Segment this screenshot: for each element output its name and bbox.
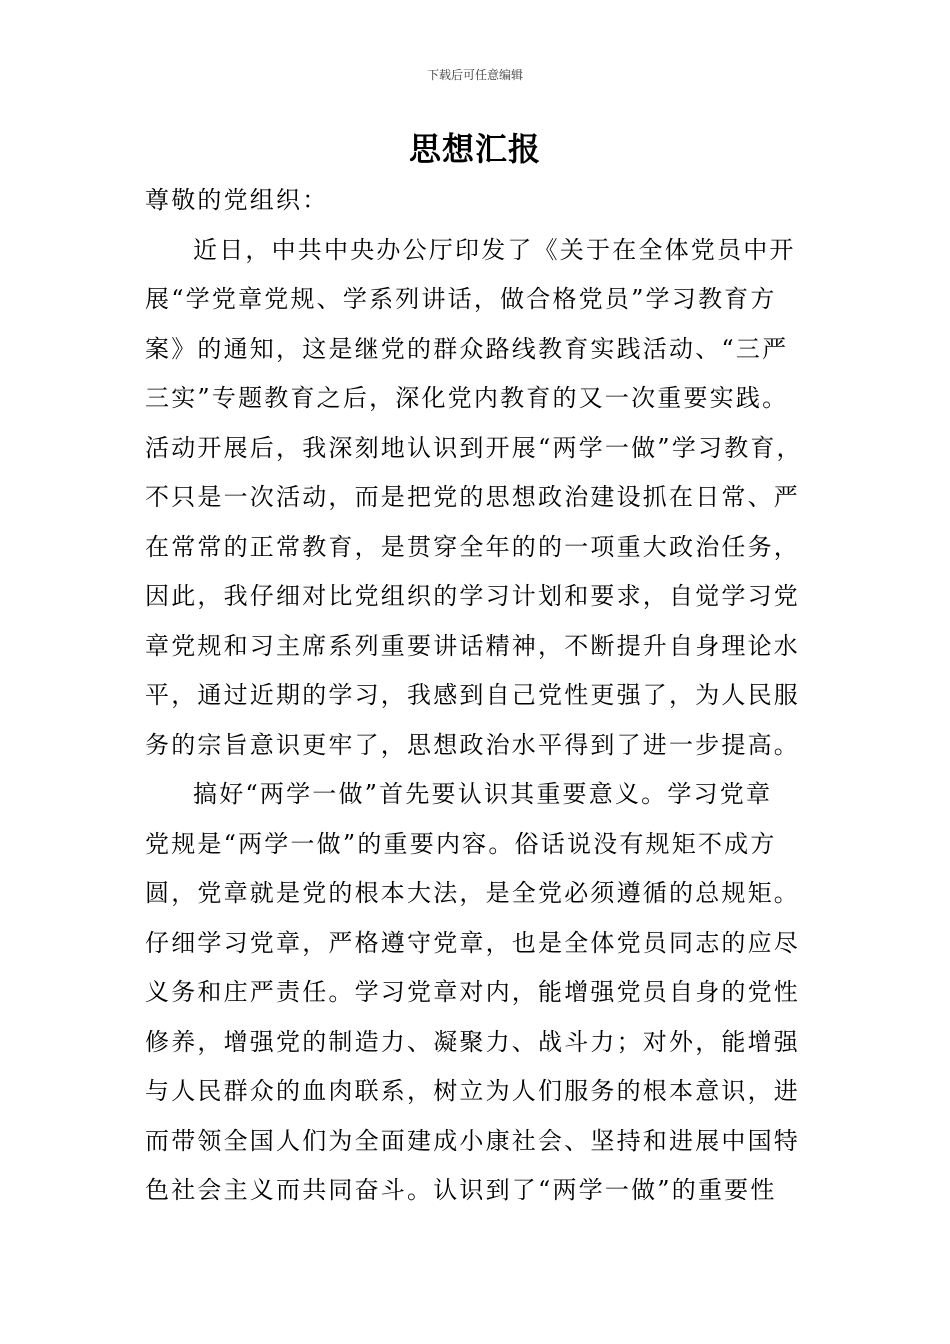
document-title: 思想汇报: [408, 130, 541, 168]
text-line: 圆，党章就是党的根本大法，是全党必须遵循的总规矩。: [145, 879, 800, 907]
text-line: 在常常的正常教育，是贯穿全年的的一项重大政治任务，: [145, 532, 800, 561]
text-line: 案》的通知，这是继党的群众路线教育实践活动、“三严: [145, 334, 789, 363]
document-body: [145, 180, 815, 1220]
text-line: 三实”专题教育之后，深化党内教育的又一次重要实践。: [145, 384, 789, 412]
text-line: 因此，我仔细对比党组织的学习计划和要求，自觉学习党: [145, 582, 800, 610]
text-line: 尊敬的党组织：: [145, 186, 329, 214]
text-line: 义务和庄严责任。学习党章对内，能增强党员自身的党性: [145, 978, 800, 1006]
text-line: 色社会主义而共同奋斗。认识到了“两学一做”的重要性: [145, 1176, 777, 1204]
text-line: 务的宗旨意识更牢了，思想政治水平得到了进一步提高。: [145, 730, 800, 759]
text-line: 展“学党章党规、学系列讲话，做合格党员”学习教育方: [145, 285, 777, 313]
text-line: 仔细学习党章，严格遵守党章，也是全体党员同志的应尽: [145, 928, 800, 957]
text-line: 平，通过近期的学习，我感到自己党性更强了，为人民服: [145, 681, 800, 709]
text-line: 而带领全国人们为全面建成小康社会、坚持和进展中国特: [145, 1126, 800, 1155]
text-line: 不只是一次活动，而是把党的思想政治建设抓在日常、严: [145, 483, 800, 511]
text-line: 修养，增强党的制造力、凝聚力、战斗力；对外，能增强: [145, 1027, 800, 1056]
text-line: 章党规和习主席系列重要讲话精神，不断提升自身理论水: [145, 631, 800, 660]
header-note: 下载后可任意编辑: [426, 68, 523, 82]
text-line: 活动开展后，我深刻地认识到开展“两学一做”学习教育，: [145, 433, 803, 462]
text-line: 党规是“两学一做”的重要内容。俗话说没有规矩不成方: [145, 829, 777, 858]
text-line: 搞好“两学一做”首先要认识其重要意义。学习党章: [193, 780, 773, 808]
text-line: 与人民群众的血肉联系，树立为人们服务的根本意识，进: [145, 1077, 800, 1105]
text-line: 近日，中共中央办公厅印发了《关于在全体党员中开: [193, 235, 796, 264]
